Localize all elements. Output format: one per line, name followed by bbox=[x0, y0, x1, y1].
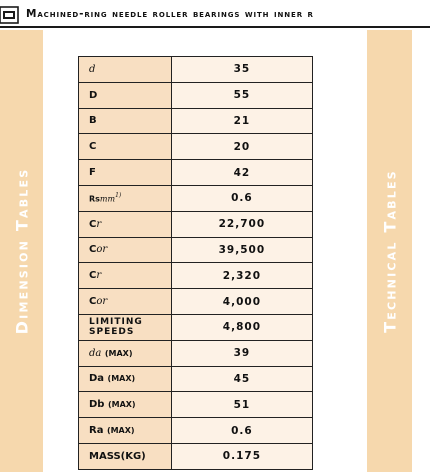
row-value-mass: 0.175 bbox=[171, 443, 312, 469]
row-label-rs: Rsmm$^{1)}$ bbox=[79, 185, 172, 211]
page-title: Machined-ring needle roller bearings with inner r bbox=[26, 8, 314, 20]
row-label-limiting-speeds: LIMITING SPEEDS bbox=[79, 314, 172, 340]
table-row bbox=[79, 82, 313, 108]
row-label-Da-max: Da (MAX) bbox=[79, 366, 172, 392]
row-value-cor-2: 4,000 bbox=[171, 289, 312, 315]
row-label-C: C bbox=[79, 134, 172, 160]
header-divider bbox=[0, 26, 430, 28]
dimension-tables-band bbox=[0, 30, 43, 472]
row-label-F: F bbox=[79, 160, 172, 186]
table-row bbox=[79, 314, 313, 340]
row-label-cor-2: Cor bbox=[79, 289, 172, 315]
row-value-C: 20 bbox=[171, 134, 312, 160]
row-value-limiting-speeds: 4,800 bbox=[171, 314, 312, 340]
table-row bbox=[79, 108, 313, 134]
table-row bbox=[79, 237, 313, 263]
row-label-da-max: da (MAX) bbox=[79, 340, 172, 366]
table-row bbox=[79, 340, 313, 366]
row-value-da-max: 39 bbox=[171, 340, 312, 366]
row-label-Db-max: Db (MAX) bbox=[79, 392, 172, 418]
row-value-Db-max: 51 bbox=[171, 392, 312, 418]
row-label-cr-2: Cr bbox=[79, 263, 172, 289]
row-label-B: B bbox=[79, 108, 172, 134]
header-bar bbox=[0, 0, 430, 30]
row-value-cr-2: 2,320 bbox=[171, 263, 312, 289]
table-row bbox=[79, 392, 313, 418]
table-row bbox=[79, 134, 313, 160]
label-d-symbol: d bbox=[89, 63, 96, 75]
table-row bbox=[79, 366, 313, 392]
table-row bbox=[79, 443, 313, 469]
row-value-B: 21 bbox=[171, 108, 312, 134]
row-label-cr-dyn: Cr bbox=[79, 211, 172, 237]
row-value-D: 55 bbox=[171, 82, 312, 108]
bearing-spec-table bbox=[78, 56, 313, 470]
row-value-cor-stat: 39,500 bbox=[171, 237, 312, 263]
row-value-ra-max: 0.6 bbox=[171, 418, 312, 444]
bearing-section-icon bbox=[0, 6, 22, 24]
table-row bbox=[79, 185, 313, 211]
table-row bbox=[79, 418, 313, 444]
row-value-cr-dyn: 22,700 bbox=[171, 211, 312, 237]
row-label-ra-max: Ra (MAX) bbox=[79, 418, 172, 444]
table-row bbox=[79, 57, 313, 83]
row-value-Da-max: 45 bbox=[171, 366, 312, 392]
row-label-D: D bbox=[79, 82, 172, 108]
row-label-cor-stat: Cor bbox=[79, 237, 172, 263]
table-row bbox=[79, 160, 313, 186]
row-value-F: 42 bbox=[171, 160, 312, 186]
table-row bbox=[79, 289, 313, 315]
row-label-mass: MASS(KG) bbox=[79, 443, 172, 469]
table-row bbox=[79, 211, 313, 237]
dimension-tables-label: Dimension Tables bbox=[12, 167, 31, 335]
row-value-rs: 0.6 bbox=[171, 185, 312, 211]
table-row bbox=[79, 263, 313, 289]
technical-tables-band bbox=[367, 30, 412, 472]
row-label-d bbox=[79, 57, 172, 83]
row-value-d: 35 bbox=[171, 57, 312, 83]
technical-tables-label: Technical Tables bbox=[380, 169, 399, 333]
